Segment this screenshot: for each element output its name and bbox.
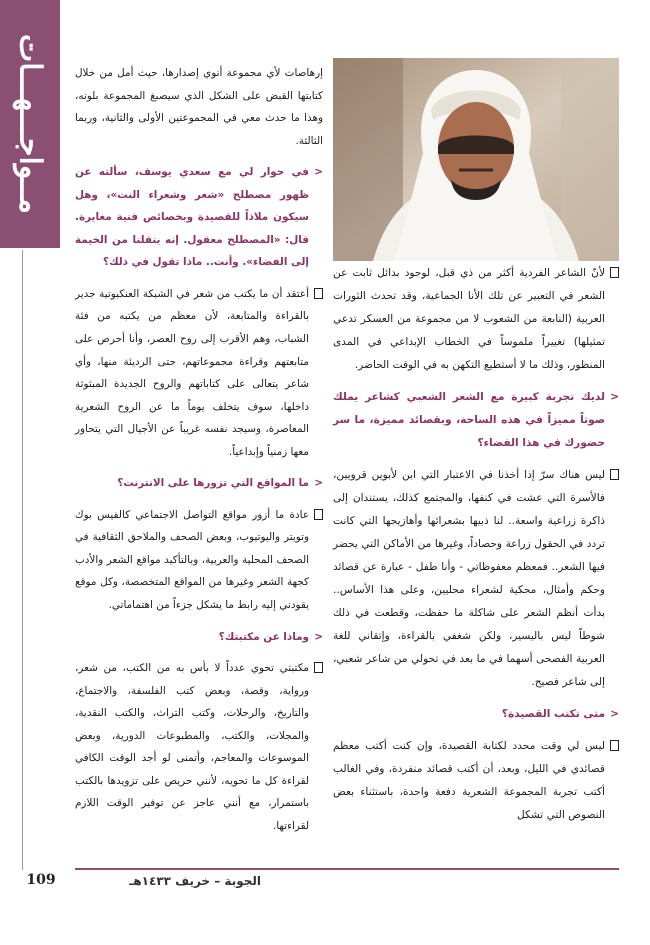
question-text: متى تكتب القصيدة؟ [501,708,605,720]
interviewee-photo [333,58,619,261]
answer-text: لأنّ الشاعر الفردية أكثر من ذي قبل، لوجود بدائل ثابت عن الشعر في التعبير عن تلك الأنا الجماعية، وقد تحدث الثورات العربية (النابعة من الشعوب لا من مجموعة من العسكر تدعي تمثيلها) تغييراً ملموساً في الخطاب الإبداعي في المدى المنظور، وذلك ما لا أستطيع التكهن به في الوقت الحاضر. [333,267,605,371]
answer-paragraph [75,504,323,617]
left-margin-rule [22,250,23,870]
question-arrow-icon: < [610,391,619,403]
answer-text: مكتبتي تحوي عدداً لا بأس به من الكتب، من شعر، ورواية، وقصة، وبعض كتب الفلسفة، والاجتماع، والتاريخ، والرحلات، وكتب التراث، والكتب النقدية، والمجلات، والكتب، والمطبوعات الدورية، وبعض الموسوعات والمعاجم، وأتمنى لو أجد الوقت الكافي لقراءة كل ما تحويه، لأنني حريص على تزويدها بالكتب باستمرار، مع أنني عاجز عن توفير الوقت اللازم لقراءتها. [75,662,309,832]
question-paragraph [75,472,323,495]
left-column [75,62,323,847]
question-text: ما المواقع التي تزورها على الانترنت؟ [117,477,309,490]
page-number: 109 [26,872,56,888]
answer-paragraph [333,262,619,377]
answer-paragraph [75,657,323,837]
question-text: في حوار لي مع سعدي يوسف، سألته عن ظهور مصطلح «شعر وشعراء النت»، وهل سيكون ملاذاً للقصيدة وبخصائص فنية مغايرة. قال: «المصطلح معقول. إنه ينقلنا من الخيمة إلى الفضاء». وأنت.. ماذا تقول في ذلك؟ [75,166,309,269]
answer-square-icon [314,509,323,520]
answer-text: أعتقد أن ما يكتب من شعر في الشبكة العنكبوتية جدير بالقراءة والمتابعة، لأن معظم من يكتبه من فئة الشباب، وهم الأقرب إلى روح العصر، وأنا أحرص على متابعتهم وقراءة مجموعاتهم، حتى الرديئة منها، وأي شاعر يتعالى على كتاباتهم والروح الجديدة المبثوثة داخلها، سوف يتخلف يوماً ما عن الروح الشعرية المعاصرة، وسيجد نفسه غريباً عن الأجيال التي يتحاور معها زمنياً وإبداعياً. [75,287,309,458]
portrait-illustration [333,58,619,261]
right-column [333,262,619,836]
answer-square-icon [314,662,323,673]
footer-rule [75,868,619,870]
answer-text: ليس لي وقت محدد لكتابة القصيدة، وإن كنت أكتب معظم قصائدي في الليل، وبعد، أن أكتب قصائد منفردة، وفي الغالب أكتب تجربة المجموعة الشعرية دفعة واحدة، باستثناء بعض النصوص التي تشكل [333,740,605,821]
answer-text: ليس هناك سرّ إذا أخذنا في الاعتبار التي ابن لأبوين قرويين، فالأسرة التي عشت في كنفها، والمجتمع كذلك، يستندان إلى ذاكرة زراعية واسعة.. لنا ذبيها بشعرائها وأهازيجها التي كانت تردد في الحقول زراعة وحصاداً، وغيرها من الأماكن التي يحضر فيها الشعر.. فمعظم معفوظاتي - وأنا طفل - عبارة عن قصائد وحكم وأمثال، محكية لشعراء محليين، وعلى هذا الأساس.. بدأت أنظم الشعر على شاكلة ما حفظت، وقطعت في ذلك شوطاً ليس باليسير، ولكن شغفي بالقراءة، وإتقاني للغة العربية الفصحى أسهما في ما بعد في تحولي من شاعر شعبي، إلى شاعر فصيح. [333,469,605,688]
answer-paragraph [333,735,619,827]
answer-paragraph [333,464,619,694]
question-arrow-icon: < [314,477,323,490]
magazine-footer: الجوبة – خريف ١٤٣٣هـ [129,874,261,888]
answer-text: إرهاصات لأي مجموعة أنوي إصدارها، حيث أمل من خلال كتابتها القبض على الشكل الذي سيصبغ المجموعة بلونه، وهذا ما حدث معي في المجموعتين الأولى والثانية، وربما الثالثة. [75,67,323,147]
answer-square-icon [610,469,619,480]
question-paragraph [333,703,619,726]
section-title: مــواجـــهـــات [12,34,48,214]
answer-square-icon [610,267,619,278]
question-paragraph [333,386,619,455]
question-text: وماذا عن مكتبتك؟ [218,630,309,643]
question-paragraph [75,161,323,274]
section-tab [0,0,60,248]
continued-paragraph [75,62,323,152]
question-paragraph [75,626,323,649]
answer-square-icon [610,740,619,751]
question-arrow-icon: < [314,630,323,643]
question-text: لديك تجربة كبيرة مع الشعر الشعبي كشاعر يملك صوتاً مميزاً في هذه الساحة، وبقصائد مميزة، ما سر حضورك في هذا الفضاء؟ [333,391,605,449]
answer-paragraph [75,283,323,463]
question-arrow-icon: < [314,166,323,179]
answer-square-icon [314,288,323,299]
answer-text: عادة ما أزور مواقع التواصل الاجتماعي كالفيس بوك وتويتر واليوتيوب، وبعض الصحف والملاحق الثقافية في الصحف المحلية والعربية، وبالتأكيد مواقع الشعر والأدب كجهة الشعر وغيرها من المواقع المتخصصة، وكل موقع يقودني إليه رابط ما يشكل جزءاً من اهتماماتي. [75,508,309,612]
question-arrow-icon: < [610,708,619,720]
